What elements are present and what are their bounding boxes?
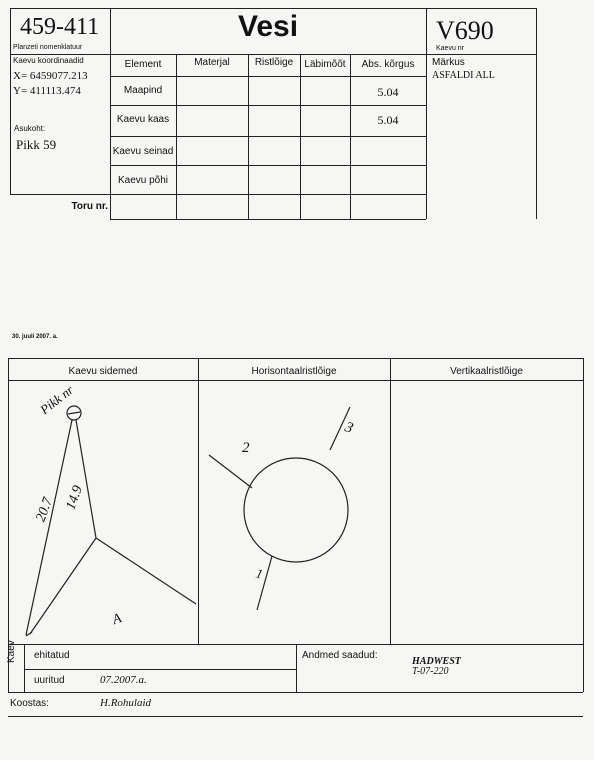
nomenclature-label: Planzeti nomenklatuur xyxy=(13,44,83,51)
coordinate-y: Y= 411113.474 xyxy=(13,85,81,97)
compiled-by-label: Koostas: xyxy=(10,698,49,709)
coordinates-label: Kaevu koordinaadid xyxy=(13,56,84,65)
section-horizontal-heading: Horisontaalristlõige xyxy=(251,366,337,377)
location-value: Pikk 59 xyxy=(16,137,57,152)
document-title: Vesi xyxy=(237,10,299,43)
distance-label: 14.9 xyxy=(63,483,87,512)
built-label: ehitatud xyxy=(34,650,70,661)
pipe-number-3: 3 xyxy=(342,419,356,437)
well-outline xyxy=(244,458,348,562)
coordinate-x: X= 6459077.213 xyxy=(13,70,88,82)
remarks-value: ASFALDI ALL xyxy=(432,70,495,81)
surveyed-value: 07.2007.a. xyxy=(100,674,147,686)
pipe-number-2: 2 xyxy=(242,440,250,456)
location-label: Asukoht: xyxy=(14,124,46,133)
table-row-abs-height: 5.04 xyxy=(377,85,399,99)
well-number-label: Kaevu nr xyxy=(436,45,465,52)
table-row-element: Kaevu kaas xyxy=(116,114,170,125)
data-source-code: T-07-220 xyxy=(412,666,449,677)
table-header-material: Materjal xyxy=(194,57,230,68)
table-row-element: Kaevu seinad xyxy=(112,146,174,157)
well-side-label-text: Kaev xyxy=(6,640,17,663)
distance-label: 20.7 xyxy=(33,495,57,524)
table-header-cross-section: Ristlõige xyxy=(254,57,294,68)
horizontal-section-sketch xyxy=(209,407,350,610)
table-row-abs-height: 5.04 xyxy=(377,113,399,127)
section-vertical-heading: Vertikaalristlõige xyxy=(450,366,523,377)
pipe-number-label: Toru nr. xyxy=(71,201,108,212)
nomenclature-number: 459-411 xyxy=(20,14,100,40)
ties-sketch xyxy=(26,406,196,636)
data-source-value: HADWEST xyxy=(412,656,461,667)
data-source-label: Andmed saadud: xyxy=(302,650,378,661)
sketch-mark-a: A xyxy=(110,611,124,629)
surveyed-label: uuritud xyxy=(34,675,65,686)
table-header-abs-height: Abs. kõrgus xyxy=(361,59,415,70)
well-side-label xyxy=(6,633,17,663)
pipe-number-1: 1 xyxy=(254,565,265,582)
section-ties-heading: Kaevu sidemed xyxy=(68,366,138,377)
table-row-element: Maapind xyxy=(123,85,163,96)
table-row-element: Kaevu põhi xyxy=(117,175,169,186)
table-header-diameter: Läbimõõt xyxy=(304,59,346,70)
document-date: 30. juuli 2007. a. xyxy=(12,334,58,340)
handwritten-address: Pikk nr xyxy=(37,382,77,418)
well-number: V690 xyxy=(436,16,494,45)
remarks-label: Märkus xyxy=(432,57,465,68)
table-header-element: Element xyxy=(124,59,162,70)
compiled-by-value: H.Rohulaid xyxy=(100,697,152,709)
